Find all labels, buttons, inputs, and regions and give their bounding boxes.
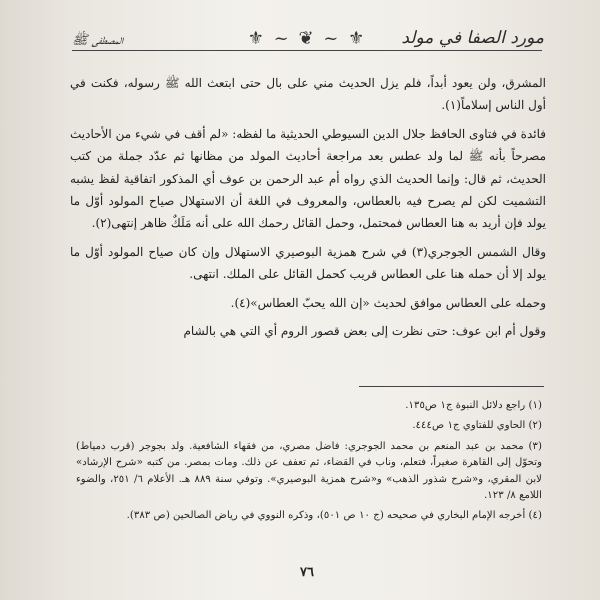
footnote-3: (٣) محمد بن عبد المنعم بن محمد الجوجري: فاضل مصري، من فقهاء الشافعية. ولد بجوجر (قرب دمياط) وتحوّل إلى القاهرة صغيراً، فتعلم، وناب في القضاء، ثم تعفف عن ذلك. ومات بمصر. من كتبه «شرح الإرشاد» لابن المقري، و«شرح شذور الذهب» و«شرح همزية البوصيري». وتوفي سنة ٨٨٩ هـ. الأعلام ٦/ ٢٥١، والضوء اللامع ٨/ ١٢٣. [76,440,542,502]
paragraph-3: وقال الشمس الجوجري(٣) في شرح همزية البوصيري الاستهلال وإن كان صياح المولود أوّل ما يولد إلا أن حمله هنا على العطاس قريب كحمل القائل على الملك. انتهى. [70,244,547,282]
main-text [70,72,546,348]
header-title: مورد الصفا في مولد [401,28,544,48]
header-divider [72,50,542,51]
header-subtitle: المصطفى ﷺ [72,33,124,48]
header-ornament-icon: ⚜ ~ ❦ ~ ⚜ [247,28,367,49]
footnote-1: (١) راجع دلائل النبوة ج١ ص١٣٥. [405,400,542,411]
footnote-4: (٤) أخرجه الإمام البخاري في صحيحه (ج ١٠ ص ٥٠١)، وذكره النووي في رياض الصالحين (ص ٣٨٣). [126,510,542,522]
paragraph-5: وقول أم ابن عوف: حتى نظرت إلى بعض قصور الروم أي التي هي بالشام [183,324,546,339]
footnote-2: (٢) الحاوي للفتاوي ج١ ص٤٤٤. [412,420,542,432]
paragraph-4: وحمله على العطاس موافق لحديث «إن الله يحبّ العطاس»(٤). [230,295,546,310]
running-header [62,14,552,60]
paragraph-2: فائدة في فتاوى الحافظ جلال الدين السيوطي الحديثية ما لفظه: «لم أقف في شيء من الأحاديث مصرحاً بأنه ﷺ لما ولد عطس بعد مراجعة أحاديث المولد من مظانها ثم عدّد جملة من كتب الحديث، ثم قال: وإنما الحديث الذي رواه أم عبد الرحمن بن عوف أي المذكور اتفاقية لفظ يشبه التشميت لكن لم يصرح فيه بالعطاس، والمعروف في اللغة أن الاستهلال صياح المولود أوّل ما يولد فإن أريد به هنا العطاس فمحتمل، وحمل القائل رحمك الله على أنه مَلَكٌ ظاهر إنتهى(٢). [70,126,546,231]
paragraph-1: المشرق، ولن يعود أبداً، فلم يزل الحديث مني على بال حتى ابتعث الله ﷺ رسوله، فكنت في أول الناس إسلاماً(١). [70,76,546,113]
footnotes [76,398,542,529]
book-page [62,14,552,592]
footnote-divider [359,386,544,387]
page-number: ٧٦ [300,565,314,580]
